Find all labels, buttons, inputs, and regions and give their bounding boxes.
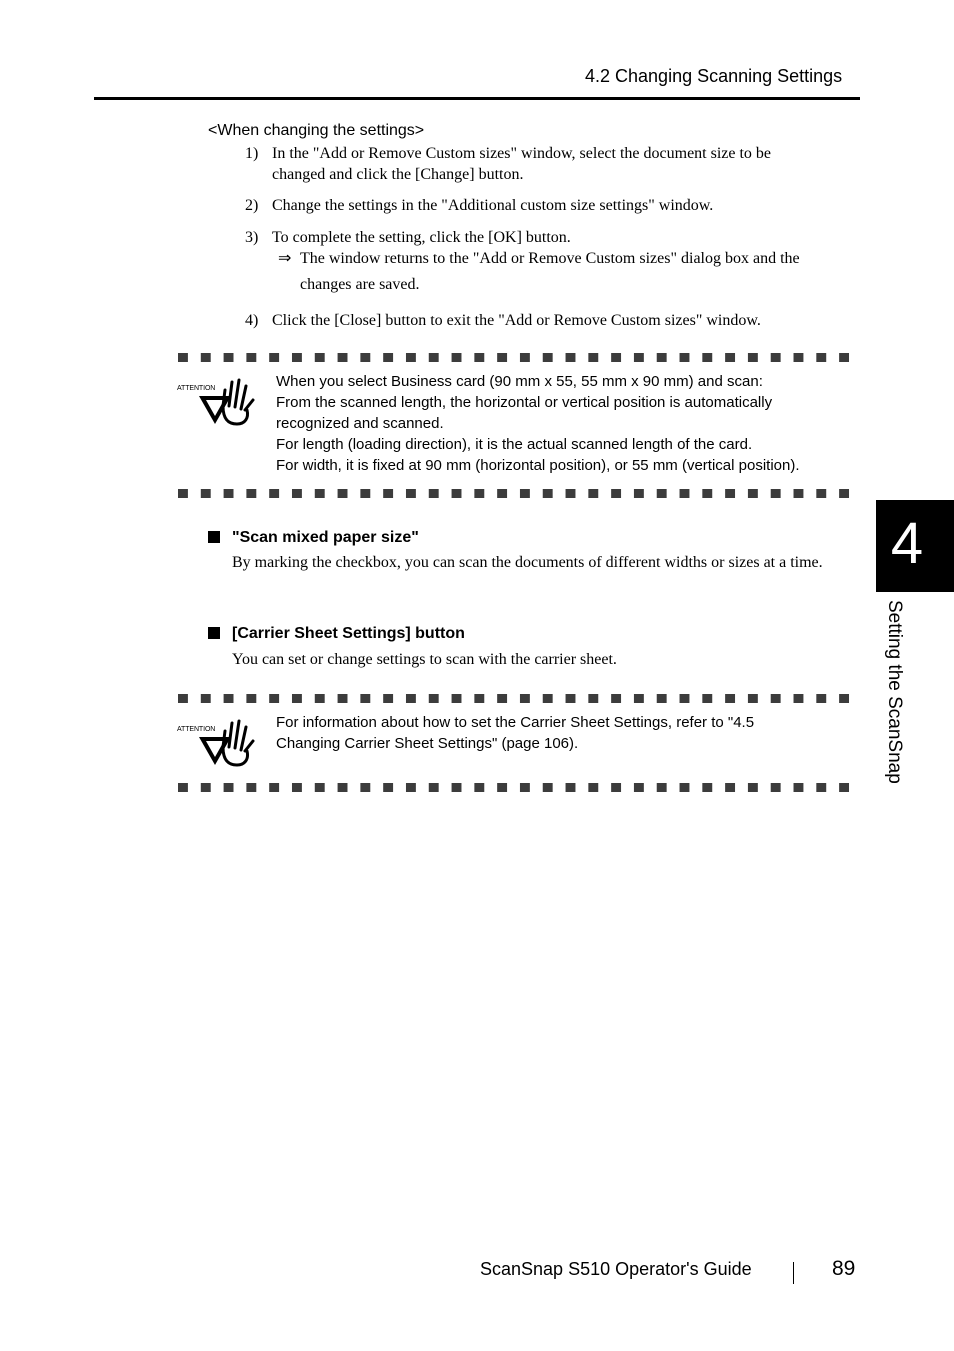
chapter-number: 4 <box>890 511 924 576</box>
footer-guide-title: ScanSnap S510 Operator's Guide <box>480 1259 752 1279</box>
attention-top-divider <box>178 694 850 703</box>
page-number: 89 <box>832 1257 856 1280</box>
procedure-step-1 <box>245 143 855 187</box>
note-line: For width, it is fixed at 90 mm (horizontal position), or 55 mm (vertical position). <box>276 457 800 474</box>
section-heading-mixed-paper <box>208 529 419 547</box>
attention-note-1 <box>276 371 856 476</box>
section-body-carrier-sheet: You can set or change settings to scan with the carrier sheet. <box>232 651 617 668</box>
step-number: 1) <box>245 145 259 162</box>
section-heading-carrier-sheet <box>208 625 465 643</box>
attention-icon <box>177 717 259 769</box>
attention-top-divider <box>178 353 850 362</box>
step-number: 3) <box>245 229 259 246</box>
procedure-step-4 <box>245 310 855 332</box>
step-number: 2) <box>245 197 259 214</box>
header-rule <box>94 97 860 100</box>
section-heading-text: [Carrier Sheet Settings] button <box>232 625 465 642</box>
result-arrow-icon: ⇒ <box>278 250 292 267</box>
note-line: recognized and scanned. <box>276 415 444 432</box>
step-text: Click the [Close] button to exit the "Add or Remove Custom sizes" window. <box>272 312 761 329</box>
attention-label: ATTENTION <box>177 726 216 733</box>
attention-bottom-divider <box>178 783 850 792</box>
result-text-line: The window returns to the "Add or Remove Custom sizes" dialog box and the <box>300 250 800 267</box>
step-3-result <box>278 246 868 298</box>
step-text-line: changed and click the [Change] button. <box>272 166 524 183</box>
hand-warning-icon <box>197 717 259 769</box>
step-number: 4) <box>245 312 259 329</box>
step-text: Change the settings in the "Additional custom size settings" window. <box>272 197 714 214</box>
square-bullet-icon <box>208 531 220 543</box>
footer-separator <box>793 1262 794 1284</box>
result-text-line: changes are saved. <box>300 276 420 293</box>
note-line: From the scanned length, the horizontal or vertical position is automatically <box>276 394 773 411</box>
attention-icon <box>177 376 259 428</box>
procedure-heading: <When changing the settings> <box>208 122 425 139</box>
note-line: Changing Carrier Sheet Settings" (page 106). <box>276 735 579 752</box>
attention-label: ATTENTION <box>177 385 216 392</box>
section-heading-text: "Scan mixed paper size" <box>232 529 419 546</box>
running-header: 4.2 Changing Scanning Settings <box>585 66 843 86</box>
attention-note-2 <box>276 712 856 754</box>
step-text: To complete the setting, click the [OK] button. <box>272 229 571 246</box>
step-text-line: In the "Add or Remove Custom sizes" window, select the document size to be <box>272 145 772 162</box>
note-line: For information about how to set the Carrier Sheet Settings, refer to "4.5 <box>276 714 755 731</box>
attention-bottom-divider <box>178 489 850 498</box>
note-line: When you select Business card (90 mm x 55, 55 mm x 90 mm) and scan: <box>276 373 763 390</box>
section-body-mixed-paper: By marking the checkbox, you can scan the documents of different widths or sizes at a time. <box>232 554 823 571</box>
chapter-side-title: Setting the ScanSnap <box>884 600 905 784</box>
procedure-step-2 <box>245 195 855 217</box>
hand-warning-icon <box>197 376 259 428</box>
note-line: For length (loading direction), it is the actual scanned length of the card. <box>276 436 753 453</box>
square-bullet-icon <box>208 627 220 639</box>
